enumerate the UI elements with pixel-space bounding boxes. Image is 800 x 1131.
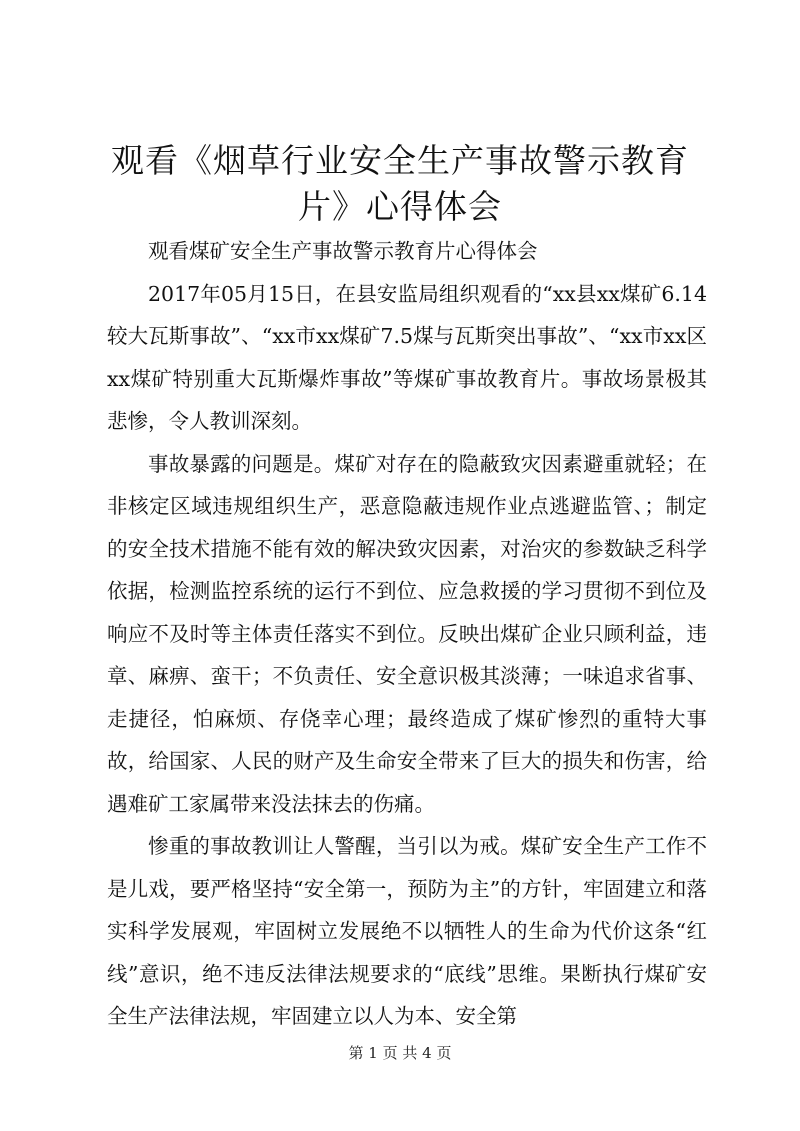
document-body	[107, 230, 707, 1038]
lessons-paragraph: 惨重的事故教训让人警醒，当引以为戒。煤矿安全生产工作不是儿戏，要严格坚持“安全第一，预防为主”的方针，牢固建立和落实科学发展观，牢固树立发展绝不以牺牲人的生命为代价这条“红线”意识，绝不违反法律法规要求的“底线”思维。果断执行煤矿安全生产法律法规，牢固建立以人为本、安全第	[107, 834, 707, 1028]
document-title: 观看《烟草行业安全生产事故警示教育片》心得体会	[111, 141, 689, 226]
subtitle-paragraph: 观看煤矿安全生产事故警示教育片心得体会	[148, 239, 538, 263]
page-number-footer: 第 1 页 共 4 页	[348, 1044, 452, 1062]
intro-paragraph: 2017年05月15日，在县安监局组织观看的“xx县xx煤矿6.14较大瓦斯事故”、“xx市xx煤矿7.5煤与瓦斯突出事故”、“xx市xx区xx煤矿特别重大瓦斯爆炸事故”等煤矿事故教育片。事故场景极其悲惨，令人教训深刻。	[107, 281, 707, 433]
problems-paragraph: 事故暴露的问题是。煤矿对存在的隐蔽致灾因素避重就轻；在非核定区域违规组织生产，恶意隐蔽违规作业点逃避监管、；制定的安全技术措施不能有效的解决致灾因素，对治灾的参数缺乏科学依据，检测监控系统的运行不到位、应急救援的学习贯彻不到位及响应不及时等主体责任落实不到位。反映出煤矿企业只顾利益，违章、麻痹、蛮干；不负责任、安全意识极其淡薄；一味追求省事、走捷径，怕麻烦、存侥幸心理；最终造成了煤矿惨烈的重特大事故，给国家、人民的财产及生命安全带来了巨大的损失和伤害，给遇难矿工家属带来没法抹去的伤痛。	[107, 451, 707, 816]
